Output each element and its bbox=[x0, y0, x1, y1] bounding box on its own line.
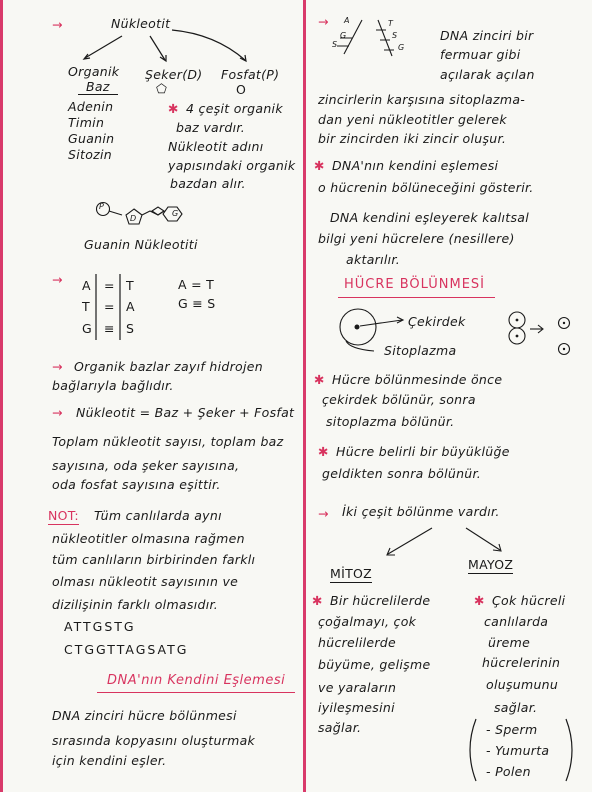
branch-fosfat: Fosfat(P) bbox=[221, 67, 280, 82]
four-types-line-4: yapısındaki organik bbox=[168, 158, 296, 173]
nucleotide-title: Nükleotit bbox=[111, 16, 171, 31]
branch-baz: Baz bbox=[78, 79, 118, 95]
zipper-s1: S bbox=[332, 40, 338, 49]
zipper-g1: G bbox=[340, 31, 347, 40]
mitoz-line-7: sağlar. bbox=[318, 720, 362, 735]
note-line-2: nükleotitler olmasına rağmen bbox=[52, 531, 245, 546]
star-icon: ✱ bbox=[314, 158, 325, 173]
division-before-line-1: Hücre bölünmesinde önce bbox=[332, 372, 503, 387]
pair-left-t: T bbox=[82, 299, 90, 314]
gamete-polen: - Polen bbox=[486, 764, 531, 779]
heredity-line-3: aktarılır. bbox=[346, 252, 400, 267]
pair-left-a: A bbox=[82, 278, 91, 293]
base-guanin: Guanin bbox=[68, 131, 115, 146]
zipper2-line-2: dan yeni nükleotitler gelerek bbox=[318, 112, 507, 127]
formula: Nükleotit = Baz + Şeker + Fosfat bbox=[76, 405, 295, 420]
pair-right-t: T bbox=[126, 278, 134, 293]
total-line-1: Toplam nükleotit sayısı, toplam baz bbox=[52, 434, 284, 449]
left-margin-line bbox=[0, 0, 3, 792]
zipper-t: T bbox=[388, 19, 394, 28]
replication-title: DNA'nın Kendini Eşlemesi bbox=[97, 673, 295, 693]
gamete-sperm: - Sperm bbox=[486, 722, 538, 737]
division-before-line-2: çekirdek bölünür, sonra bbox=[322, 392, 476, 407]
replication-line-2: sırasında kopyasını oluşturmak bbox=[52, 733, 256, 748]
zipper-line-1: DNA zinciri bir bbox=[440, 28, 534, 43]
dna-zipper-diagram bbox=[330, 16, 410, 66]
mayoz-line-1: Çok hücreli bbox=[492, 593, 566, 608]
heredity-line-2: bilgi yeni hücrelere (nesillere) bbox=[318, 231, 515, 246]
organic-bonds-line-1: Organik bazlar zayıf hidrojen bbox=[74, 359, 263, 374]
pair-rule-1: A = T bbox=[178, 277, 215, 292]
mitoz-line-6: iyileşmesini bbox=[318, 700, 395, 715]
division-before-line-3: sitoplazma bölünür. bbox=[326, 414, 455, 429]
zipper2-line-1: zincirlerin karşısına sitoplazma- bbox=[318, 92, 526, 107]
pair-right-a: A bbox=[126, 299, 135, 314]
division-size-line-1: Hücre belirli bir büyüklüğe bbox=[336, 444, 510, 459]
mayoz-line-6: sağlar. bbox=[494, 700, 538, 715]
arrow-icon: → bbox=[52, 272, 63, 287]
cytoplasm-label: Sitoplazma bbox=[384, 343, 457, 358]
base-timin: Timin bbox=[68, 115, 105, 130]
guanin-nucleotide-diagram bbox=[92, 199, 212, 239]
branch-seker: Şeker(D) bbox=[145, 67, 203, 82]
circle-icon: O bbox=[236, 82, 247, 97]
zipper2-line-3: bir zincirden iki zincir oluşur. bbox=[318, 131, 507, 146]
four-types-line-3: Nükleotit adını bbox=[168, 139, 264, 154]
self-copy-line-1: DNA'nın kendini eşlemesi bbox=[332, 158, 499, 173]
mitoz-line-3: hücrelilerde bbox=[318, 635, 397, 650]
division-size-line-2: geldikten sonra bölünür. bbox=[322, 466, 482, 481]
total-line-3: oda fosfat sayısına eşittir. bbox=[52, 477, 221, 492]
note-line-4: olması nükleotit sayısının ve bbox=[52, 574, 239, 589]
diagram-label-p: P bbox=[99, 202, 105, 211]
star-icon: ✱ bbox=[168, 101, 179, 116]
sequence-1: ATTGSTG bbox=[64, 619, 136, 634]
zipper-s2: S bbox=[392, 31, 398, 40]
replication-line-1: DNA zinciri hücre bölünmesi bbox=[52, 708, 237, 723]
mayoz-line-5: oluşumunu bbox=[486, 677, 559, 692]
diagram-label-d: D bbox=[130, 214, 137, 223]
arrow-icon: → bbox=[318, 506, 329, 521]
mitoz-line-5: ve yaraların bbox=[318, 680, 397, 695]
center-margin-line bbox=[303, 0, 306, 792]
diagram-label-g: G bbox=[172, 209, 179, 218]
mitoz-line-2: çoğalmayı, çok bbox=[318, 614, 417, 629]
star-icon: ✱ bbox=[312, 593, 323, 608]
mitoz-line-4: büyüme, gelişme bbox=[318, 657, 431, 672]
two-types: İki çeşit bölünme vardır. bbox=[342, 504, 500, 519]
mayoz-title: MAYOZ bbox=[468, 557, 514, 572]
base-adenin: Adenin bbox=[68, 99, 114, 114]
zipper-a: A bbox=[344, 16, 350, 25]
zipper-line-2: fermuar gibi bbox=[440, 47, 521, 62]
star-icon: ✱ bbox=[314, 372, 325, 387]
bond-3: ≡ bbox=[104, 321, 115, 336]
zipper-line-3: açılarak açılan bbox=[440, 67, 535, 82]
heredity-line-1: DNA kendini eşleyerek kalıtsal bbox=[330, 210, 530, 225]
self-copy-line-2: o hücrenin bölüneceğini gösterir. bbox=[318, 180, 534, 195]
total-line-2: sayısına, oda şeker sayısına, bbox=[52, 458, 240, 473]
base-sitozin: Sitozin bbox=[68, 147, 113, 162]
sequence-2: CTGGTTAGSATG bbox=[64, 642, 189, 657]
mitoz-line-1: Bir hücrelilerde bbox=[330, 593, 431, 608]
mitoz-title: MİTOZ bbox=[330, 566, 373, 581]
four-types-line-2: baz vardır. bbox=[176, 120, 245, 135]
note-label: NOT: bbox=[48, 508, 79, 523]
branch-organic: Organik bbox=[68, 64, 120, 79]
mayoz-line-3: üreme bbox=[488, 635, 531, 650]
star-icon: ✱ bbox=[474, 593, 485, 608]
pentagon-icon: ⬠ bbox=[156, 81, 168, 96]
note-line-1: Tüm canlılarda aynı bbox=[94, 508, 222, 523]
pair-rule-2: G ≡ S bbox=[178, 296, 216, 311]
arrow-icon: → bbox=[318, 14, 329, 29]
zipper-g2: G bbox=[398, 43, 405, 52]
arrow-icon: → bbox=[52, 17, 63, 32]
mayoz-line-4: hücrelerinin bbox=[482, 655, 561, 670]
four-types-line-5: bazdan alır. bbox=[170, 176, 246, 191]
four-types-line-1: 4 çeşit organik bbox=[186, 101, 283, 116]
arrow-icon: → bbox=[52, 405, 63, 420]
nucleus-label: Çekirdek bbox=[408, 314, 466, 329]
star-icon: ✱ bbox=[318, 444, 329, 459]
pair-right-s: S bbox=[126, 321, 135, 336]
bond-1: = bbox=[104, 278, 115, 293]
organic-bonds-line-2: bağlarıyla bağlıdır. bbox=[52, 378, 174, 393]
note-line-3: tüm canlıların birbirinden farklı bbox=[52, 552, 256, 567]
gamete-yumurta: - Yumurta bbox=[486, 743, 550, 758]
note-line-5: dizilişinin farklı olmasıdır. bbox=[52, 597, 219, 612]
pair-left-g: G bbox=[82, 321, 92, 336]
replication-line-3: için kendini eşler. bbox=[52, 753, 167, 768]
mayoz-line-2: canlılarda bbox=[484, 614, 549, 629]
bond-2: = bbox=[104, 299, 115, 314]
guanin-caption: Guanin Nükleotiti bbox=[84, 237, 198, 252]
arrow-icon: → bbox=[52, 359, 63, 374]
division-title: HÜCRE BÖLÜNMESİ bbox=[338, 277, 495, 298]
